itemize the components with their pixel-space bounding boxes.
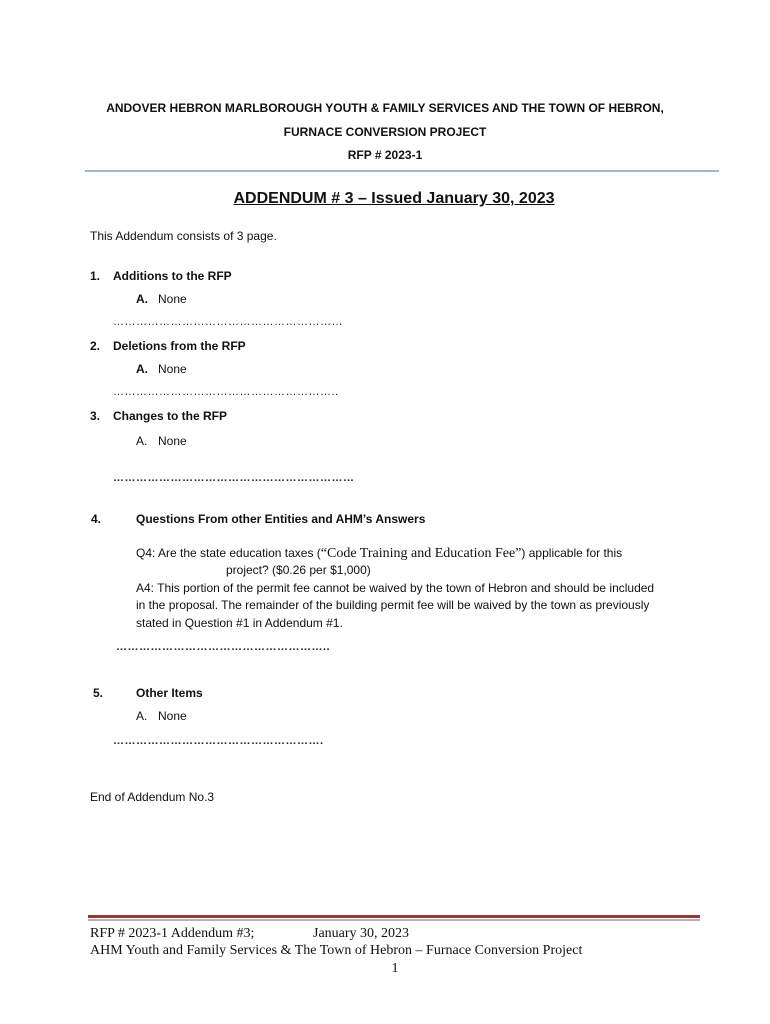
header-divider bbox=[85, 170, 719, 172]
footer-rfp-ref: RFP # 2023-1 Addendum #3; bbox=[90, 926, 255, 941]
answer-4-line-2: in the proposal. The remainder of the building permit fee will be waived by the town as previously bbox=[136, 598, 650, 612]
section-3-dots: ……………………………………………………… bbox=[113, 472, 355, 484]
footer-project: AHM Youth and Family Services & The Town of Hebron – Furnace Conversion Project bbox=[90, 943, 583, 958]
footer-divider bbox=[88, 915, 700, 918]
section-4-number: 4. bbox=[91, 512, 102, 526]
header-line-3: RFP # 2023-1 bbox=[347, 148, 423, 162]
section-2-item-letter: A. bbox=[136, 362, 148, 376]
section-5-title: Other Items bbox=[136, 686, 203, 700]
question-4-prefix: Q4: Are the state education taxes ( bbox=[136, 546, 321, 560]
section-5-dots: ………………………………………………. bbox=[113, 735, 324, 747]
section-1-number: 1. bbox=[90, 269, 101, 283]
section-5-number: 5. bbox=[93, 686, 104, 700]
section-5-item-letter: A. bbox=[136, 709, 148, 723]
section-3-number: 3. bbox=[90, 409, 101, 423]
question-4-fee-name: “Code Training and Education Fee” bbox=[320, 546, 522, 561]
question-4 bbox=[136, 545, 622, 562]
question-4-suffix: ) applicable for this bbox=[521, 546, 623, 560]
section-4-dots: ……………………………………………….. bbox=[116, 641, 331, 653]
header-line-1: ANDOVER HEBRON MARLBOROUGH YOUTH & FAMILY SERVICES AND THE TOWN OF HEBRON, bbox=[106, 101, 664, 115]
section-1-dots: …………………………………………………… bbox=[113, 316, 343, 328]
section-1-title: Additions to the RFP bbox=[113, 269, 232, 283]
section-2-dots: ………………………………………………….. bbox=[113, 386, 339, 398]
section-4-title: Questions From other Entities and AHM’s Answers bbox=[136, 512, 426, 526]
section-2-item-text: None bbox=[158, 362, 187, 376]
section-3-item-text: None bbox=[158, 434, 187, 448]
footer-date: January 30, 2023 bbox=[313, 926, 410, 941]
section-1-item-letter: A. bbox=[136, 292, 148, 306]
section-5-item-text: None bbox=[158, 709, 187, 723]
section-2-number: 2. bbox=[90, 339, 101, 353]
section-3-item-letter: A. bbox=[136, 434, 148, 448]
page-title: ADDENDUM # 3 – Issued January 30, 2023 bbox=[233, 190, 555, 207]
answer-4-line-1: A4: This portion of the permit fee cannot be waived by the town of Hebron and should be included bbox=[136, 581, 655, 595]
answer-4-line-3: stated in Question #1 in Addendum #1. bbox=[136, 616, 343, 630]
intro-text: This Addendum consists of 3 page. bbox=[90, 229, 277, 243]
section-2-title: Deletions from the RFP bbox=[113, 339, 246, 353]
question-4-line-2: project? ($0.26 per $1,000) bbox=[226, 563, 371, 577]
page-number: 1 bbox=[391, 961, 399, 976]
section-1-item-text: None bbox=[158, 292, 187, 306]
section-3-title: Changes to the RFP bbox=[113, 409, 228, 423]
footer-divider-shadow bbox=[88, 919, 700, 921]
header-line-2: FURNACE CONVERSION PROJECT bbox=[283, 125, 487, 139]
end-of-addendum: End of Addendum No.3 bbox=[90, 790, 215, 804]
